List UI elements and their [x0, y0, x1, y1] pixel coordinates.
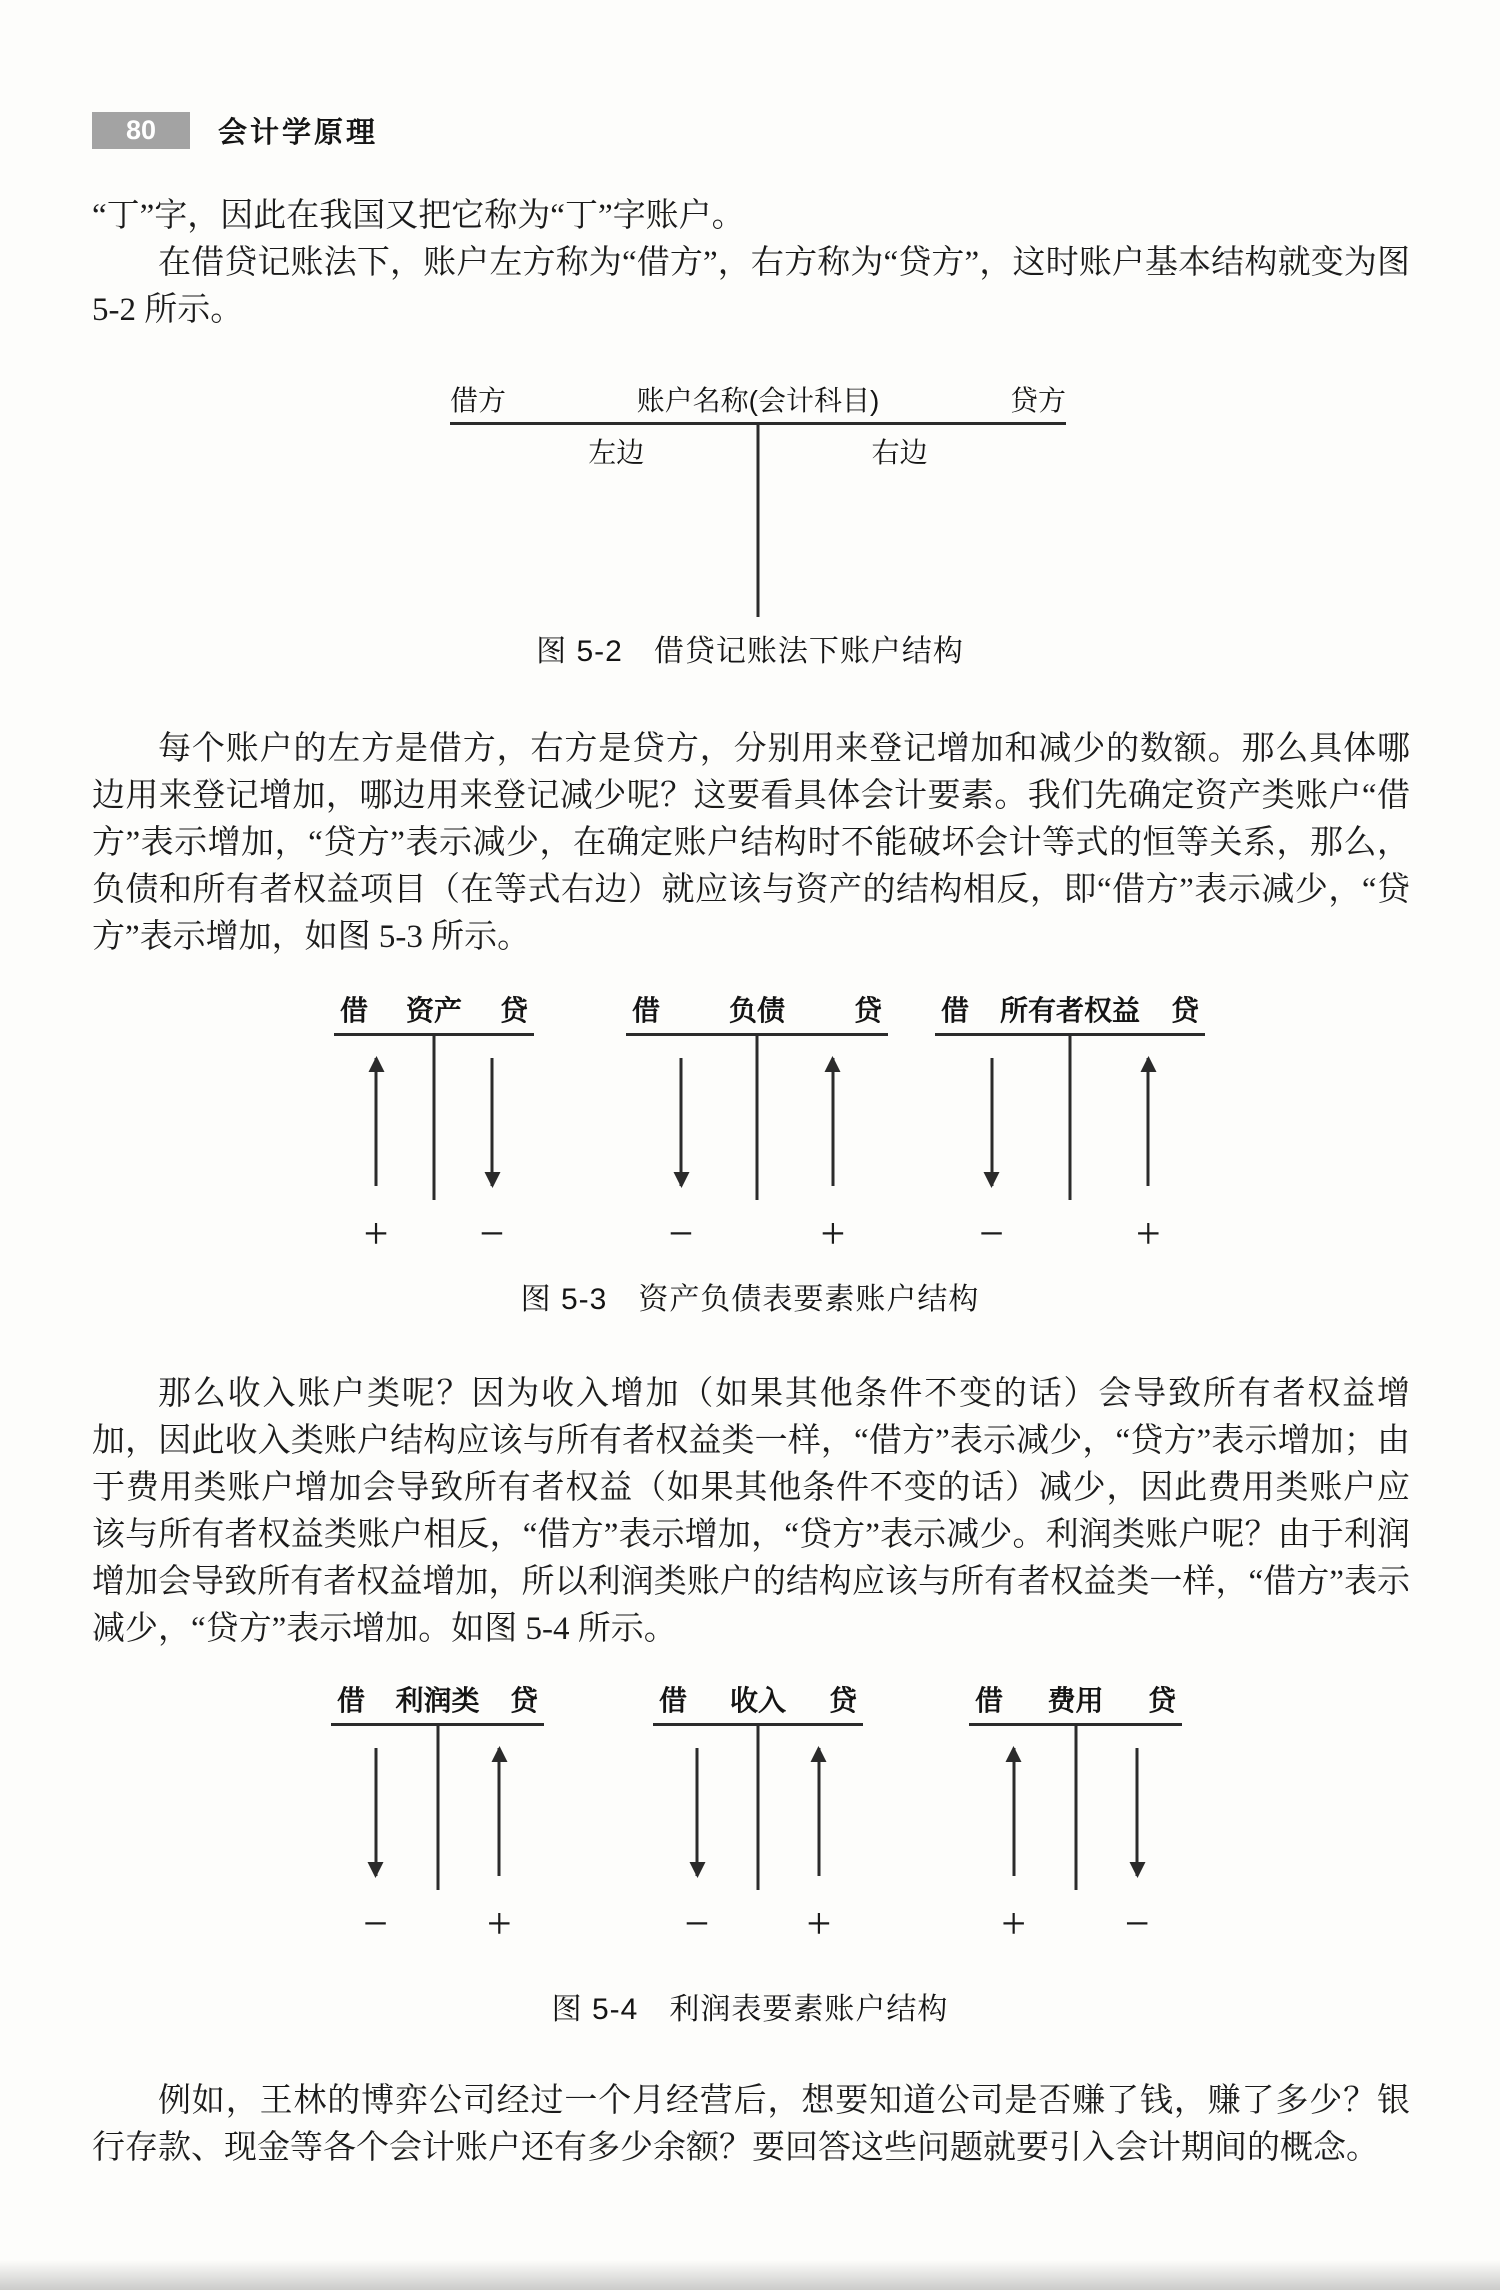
right-arrow-icon [817, 1748, 820, 1876]
paragraph-5: 例如，王林的博弈公司经过一个月经营后，想要知道公司是否赚了钱，赚了多少？银行存款、现金等各个会计账户还有多少余额？要回答这些问题就要引入会计期间的概念。 [92, 2083, 1410, 2166]
scan-edge-shadow [0, 2260, 1500, 2290]
right-arrow-icon [831, 1058, 834, 1186]
left-side-label: 左边 [588, 437, 645, 468]
left-sign: − [363, 1899, 389, 1948]
t-account-body [626, 1036, 888, 1268]
t-account-revenue [653, 1686, 863, 1958]
left-arrow-icon [990, 1058, 993, 1186]
t-account-header [935, 996, 1205, 1036]
debit-label: 借 [632, 995, 661, 1026]
left-arrow-icon [696, 1748, 699, 1876]
left-arrow-icon [680, 1058, 683, 1186]
right-sign: − [479, 1209, 505, 1258]
t-account-body [653, 1726, 863, 1958]
right-arrow-icon [491, 1058, 494, 1186]
left-sign: − [684, 1899, 710, 1948]
account-name: 费用 [1047, 1685, 1104, 1716]
t-divider-line [1069, 1036, 1072, 1200]
paragraph-3: 每个账户的左方是借方，右方是贷方，分别用来登记增加和减少的数额。那么具体哪边用来登记增加，哪边用来登记减少呢？这要看具体会计要素。我们先确定资产类账户“借方”表示增加，“贷方”表示减少，在确定账户结构时不能破坏会计等式的恒等关系，那么，负债和所有者权益项目（在等式右边）就应该与资产的结构相反，即“借方”表示减少，“贷方”表示增加，如图 5-3 所示。 [92, 731, 1410, 955]
left-arrow-icon [1012, 1748, 1015, 1876]
t-account-header [626, 996, 888, 1036]
left-sign: − [979, 1209, 1005, 1258]
t-divider-line [757, 425, 760, 617]
t-account-header [653, 1686, 863, 1726]
t-account-body [969, 1726, 1182, 1958]
right-arrow-icon [498, 1748, 501, 1876]
figure-5-2-header [450, 382, 1066, 425]
right-sign: + [486, 1899, 512, 1948]
text-block-revenue-expense [92, 1371, 1410, 1653]
paragraph-2: 在借贷记账法下，账户左方称为“借方”，右方称为“贷方”，这时账户基本结构就变为图 5-2 所示。 [92, 245, 1410, 328]
left-arrow-icon [374, 1748, 377, 1876]
left-sign: + [1001, 1899, 1027, 1948]
account-name: 所有者权益 [999, 995, 1140, 1026]
right-sign: + [1135, 1209, 1161, 1258]
t-divider-line [436, 1726, 439, 1890]
credit-label: 贷 [499, 995, 528, 1026]
t-account-body [935, 1036, 1205, 1268]
t-account-expense [969, 1686, 1182, 1958]
text-block-example [92, 2078, 1410, 2172]
right-sign: + [820, 1209, 846, 1258]
text-block-debit-credit [92, 726, 1410, 961]
account-name-label: 账户名称(会计科目) [636, 385, 880, 416]
paragraph-1: “丁”字，因此在我国又把它称为“丁”字账户。 [92, 198, 745, 234]
t-divider-line [756, 1036, 759, 1200]
figure-5-3-caption: 图 5-3 资产负债表要素账户结构 [520, 1283, 980, 1316]
t-divider-line [757, 1726, 760, 1890]
left-sign: − [668, 1209, 694, 1258]
credit-side-label: 贷方 [1009, 385, 1066, 416]
account-name: 利润类 [395, 1685, 480, 1716]
debit-label: 借 [337, 1685, 366, 1716]
t-divider-line [433, 1036, 436, 1200]
credit-label: 贷 [828, 1685, 857, 1716]
t-account-body [331, 1726, 544, 1958]
figure-5-2-body [450, 425, 1066, 621]
debit-side-label: 借方 [450, 385, 507, 416]
credit-label: 贷 [853, 995, 882, 1026]
credit-label: 贷 [1170, 995, 1199, 1026]
account-name: 收入 [729, 1685, 786, 1716]
account-name: 负债 [728, 995, 785, 1026]
right-arrow-icon [1147, 1058, 1150, 1186]
t-account-header [331, 1686, 544, 1726]
paragraph-4: 那么收入账户类呢？因为收入增加（如果其他条件不变的话）会导致所有者权益增加，因此收入类账户结构应该与所有者权益类一样，“借方”表示减少，“贷方”表示增加；由于费用类账户增加会导致所有者权益（如果其他条件不变的话）减少，因此费用类账户应该与所有者权益类账户相反，“借方”表示增加，“贷方”表示减少。利润类账户呢？由于利润增加会导致所有者权益增加，所以利润类账户的结构应该与所有者权益类一样，“借方”表示减少，“贷方”表示增加。如图 5-4 所示。 [92, 1376, 1410, 1647]
figure-5-2-caption: 图 5-2 借贷记账法下账户结构 [536, 635, 964, 668]
credit-label: 贷 [1147, 1685, 1176, 1716]
t-account-header [334, 996, 534, 1036]
figure-5-2 [450, 382, 1066, 621]
debit-label: 借 [340, 995, 369, 1026]
t-account-owners-equity [935, 996, 1205, 1268]
right-side-label: 右边 [871, 437, 928, 468]
figure-5-4-caption: 图 5-4 利润表要素账户结构 [551, 1993, 949, 2026]
right-arrow-icon [1136, 1748, 1139, 1876]
account-name: 资产 [405, 995, 462, 1026]
t-account-header [969, 1686, 1182, 1726]
page-number-badge: 80 [92, 112, 190, 149]
t-account-assets [334, 996, 534, 1268]
t-account-body [334, 1036, 534, 1268]
t-account-profit [331, 1686, 544, 1958]
debit-label: 借 [975, 1685, 1004, 1716]
t-account-liabilities [626, 996, 888, 1268]
right-sign: − [1124, 1899, 1150, 1948]
debit-label: 借 [659, 1685, 688, 1716]
text-block-intro [92, 193, 1410, 334]
debit-label: 借 [941, 995, 970, 1026]
page-header [92, 110, 378, 151]
left-sign: + [363, 1209, 389, 1258]
credit-label: 贷 [509, 1685, 538, 1716]
right-sign: + [806, 1899, 832, 1948]
left-arrow-icon [375, 1058, 378, 1186]
book-title: 会计学原理 [218, 117, 379, 149]
t-divider-line [1074, 1726, 1077, 1890]
